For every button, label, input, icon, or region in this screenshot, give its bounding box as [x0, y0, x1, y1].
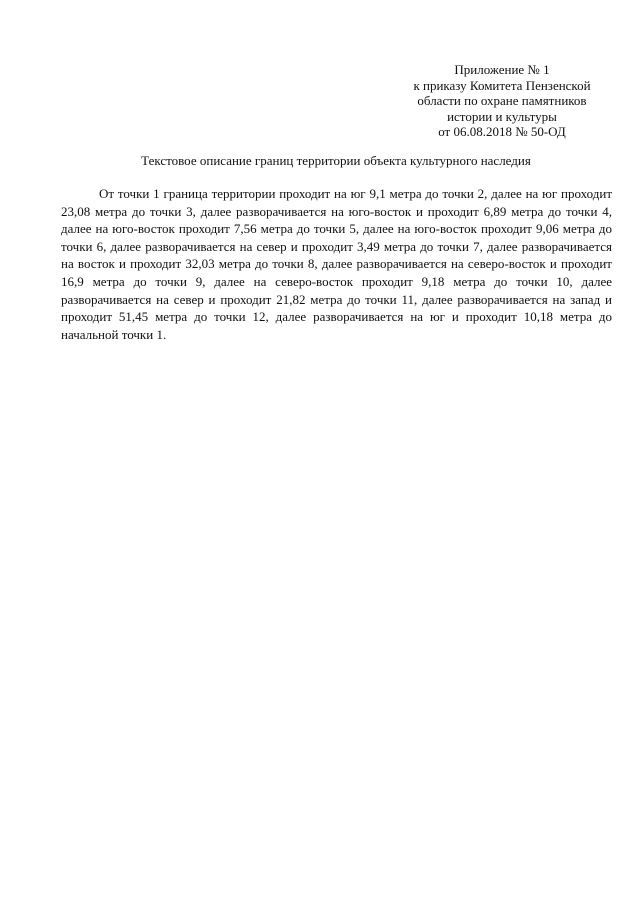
order-date-number: от 06.08.2018 № 50-ОД [438, 124, 566, 140]
appendix-number: Приложение № 1 [454, 62, 550, 77]
document-title: Текстовое описание границ территории объекта культурного наследия [141, 153, 531, 168]
order-reference-line-3: истории и культуры [447, 108, 557, 124]
order-reference-line-2: области по охране памятников [417, 93, 587, 109]
order-reference-line-1: к приказу Комитета Пензенской [413, 77, 591, 93]
appendix-header [392, 62, 612, 140]
boundary-description-paragraph: От точки 1 граница территории проходит на юг 9,1 метра до точки 2, далее на юг проходит 23,08 метра до точки 3, далее разворачивается на юго-восток и проходит 6,89 метра до точки 4, далее на юго-восток проходит 7,56 метра до точки 5, далее на юго-восток проходит 9,06 метра до точки 6, далее разворачивается на север и проходит 3,49 метра до точки 7, далее разворачивается на восток и проходит 32,03 метра до точки 8, далее разворачивается на северо-восток и проходит 16,9 метра до точки 9, далее на северо-восток проходит 9,18 метра до точки 10, далее разворачивается на север и проходит 21,82 метра до точки 11, далее разворачивается на запад и проходит 51,45 метра до точки 12, далее разворачивается на юг и проходит 10,18 метра до начальной точки 1. [61, 186, 612, 342]
